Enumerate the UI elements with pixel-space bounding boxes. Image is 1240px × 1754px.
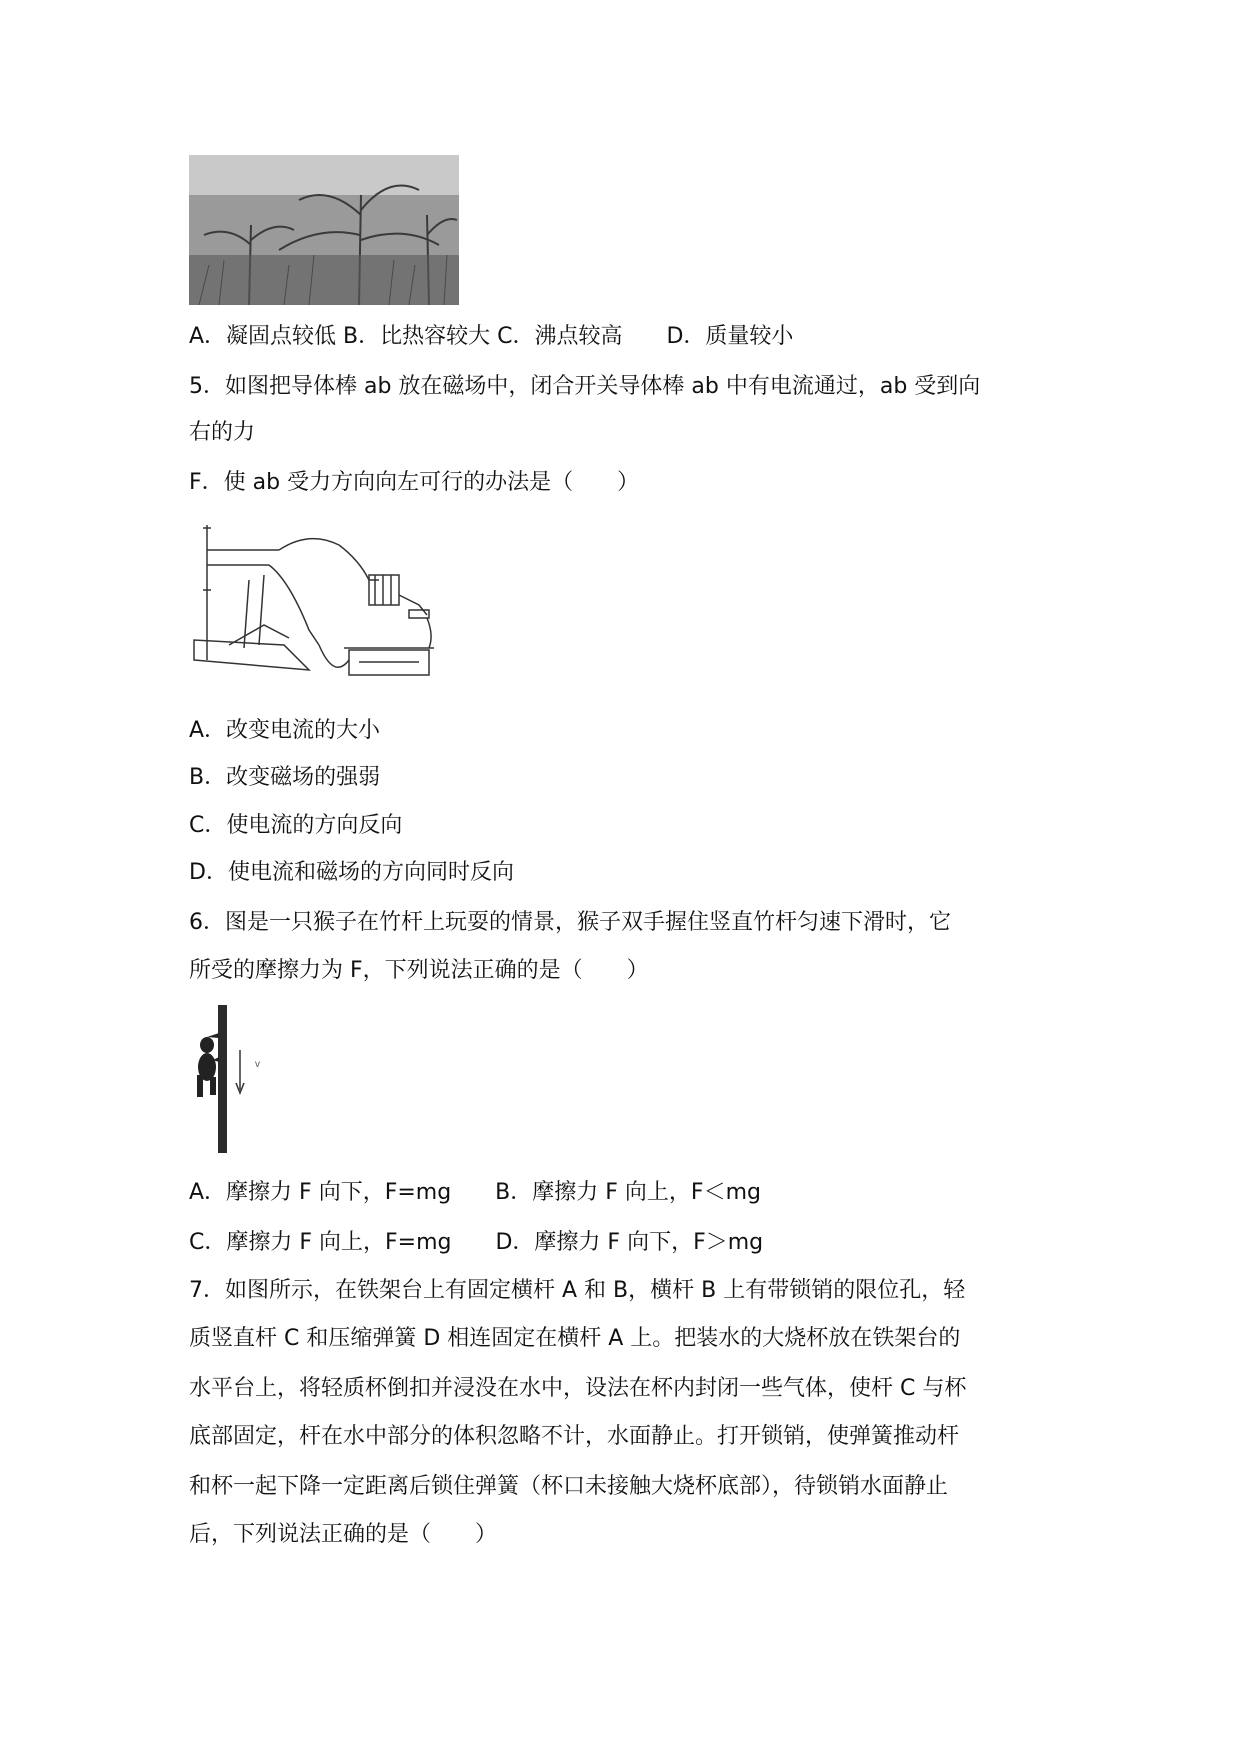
q5-option-c: C．使电流的方向反向 [189, 813, 403, 838]
q4-options: A．凝固点较低 B．比热容较大 C．沸点较高 D．质量较小 [189, 324, 794, 349]
q5-stem-line2: 右的力 [189, 420, 256, 445]
q6-options-row1: A．摩擦力 F 向下，F=mg B．摩擦力 F 向上，F＜mg [189, 1180, 761, 1205]
q6-stem-line2: 所受的摩擦力为 F，下列说法正确的是（ ） [189, 958, 649, 983]
magnet-circuit-figure [189, 520, 439, 685]
q5-stem-line1: 5．如图把导体棒 ab 放在磁场中，闭合开关导体棒 ab 中有电流通过，ab 受到向 [189, 374, 981, 399]
q7-line5: 和杯一起下降一定距离后锁住弹簧（杯口未接触大烧杯底部），待锁销水面静止 [189, 1474, 949, 1499]
monkey-pole-figure [185, 1005, 275, 1155]
q7-line4: 底部固定，杆在水中部分的体积忽略不计，水面静止。打开锁销，使弹簧推动杆 [189, 1424, 960, 1449]
corn-field-photo [189, 155, 459, 305]
q5-option-d: D．使电流和磁场的方向同时反向 [189, 860, 514, 885]
q7-line1: 7．如图所示，在铁架台上有固定横杆 A 和 B，横杆 B 上有带锁销的限位孔，轻 [189, 1278, 966, 1303]
q5-option-b: B．改变磁场的强弱 [189, 765, 381, 790]
q6-options-row2: C．摩擦力 F 向上，F=mg D．摩擦力 F 向下，F＞mg [189, 1230, 764, 1255]
q5-option-a: A．改变电流的大小 [189, 718, 381, 743]
q5-stem-line3: F．使 ab 受力方向向左可行的办法是（ ） [189, 470, 640, 495]
q7-line2: 质竖直杆 C 和压缩弹簧 D 相连固定在横杆 A 上。把装水的大烧杯放在铁架台的 [189, 1326, 961, 1351]
q6-stem-line1: 6．图是一只猴子在竹杆上玩耍的情景，猴子双手握住竖直竹杆匀速下滑时，它 [189, 910, 951, 935]
velocity-label: v [255, 1059, 260, 1070]
q7-line6: 后，下列说法正确的是（ ） [189, 1522, 498, 1547]
q7-line3: 水平台上，将轻质杯倒扣并浸没在水中，设法在杯内封闭一些气体，使杆 C 与杯 [189, 1376, 967, 1401]
